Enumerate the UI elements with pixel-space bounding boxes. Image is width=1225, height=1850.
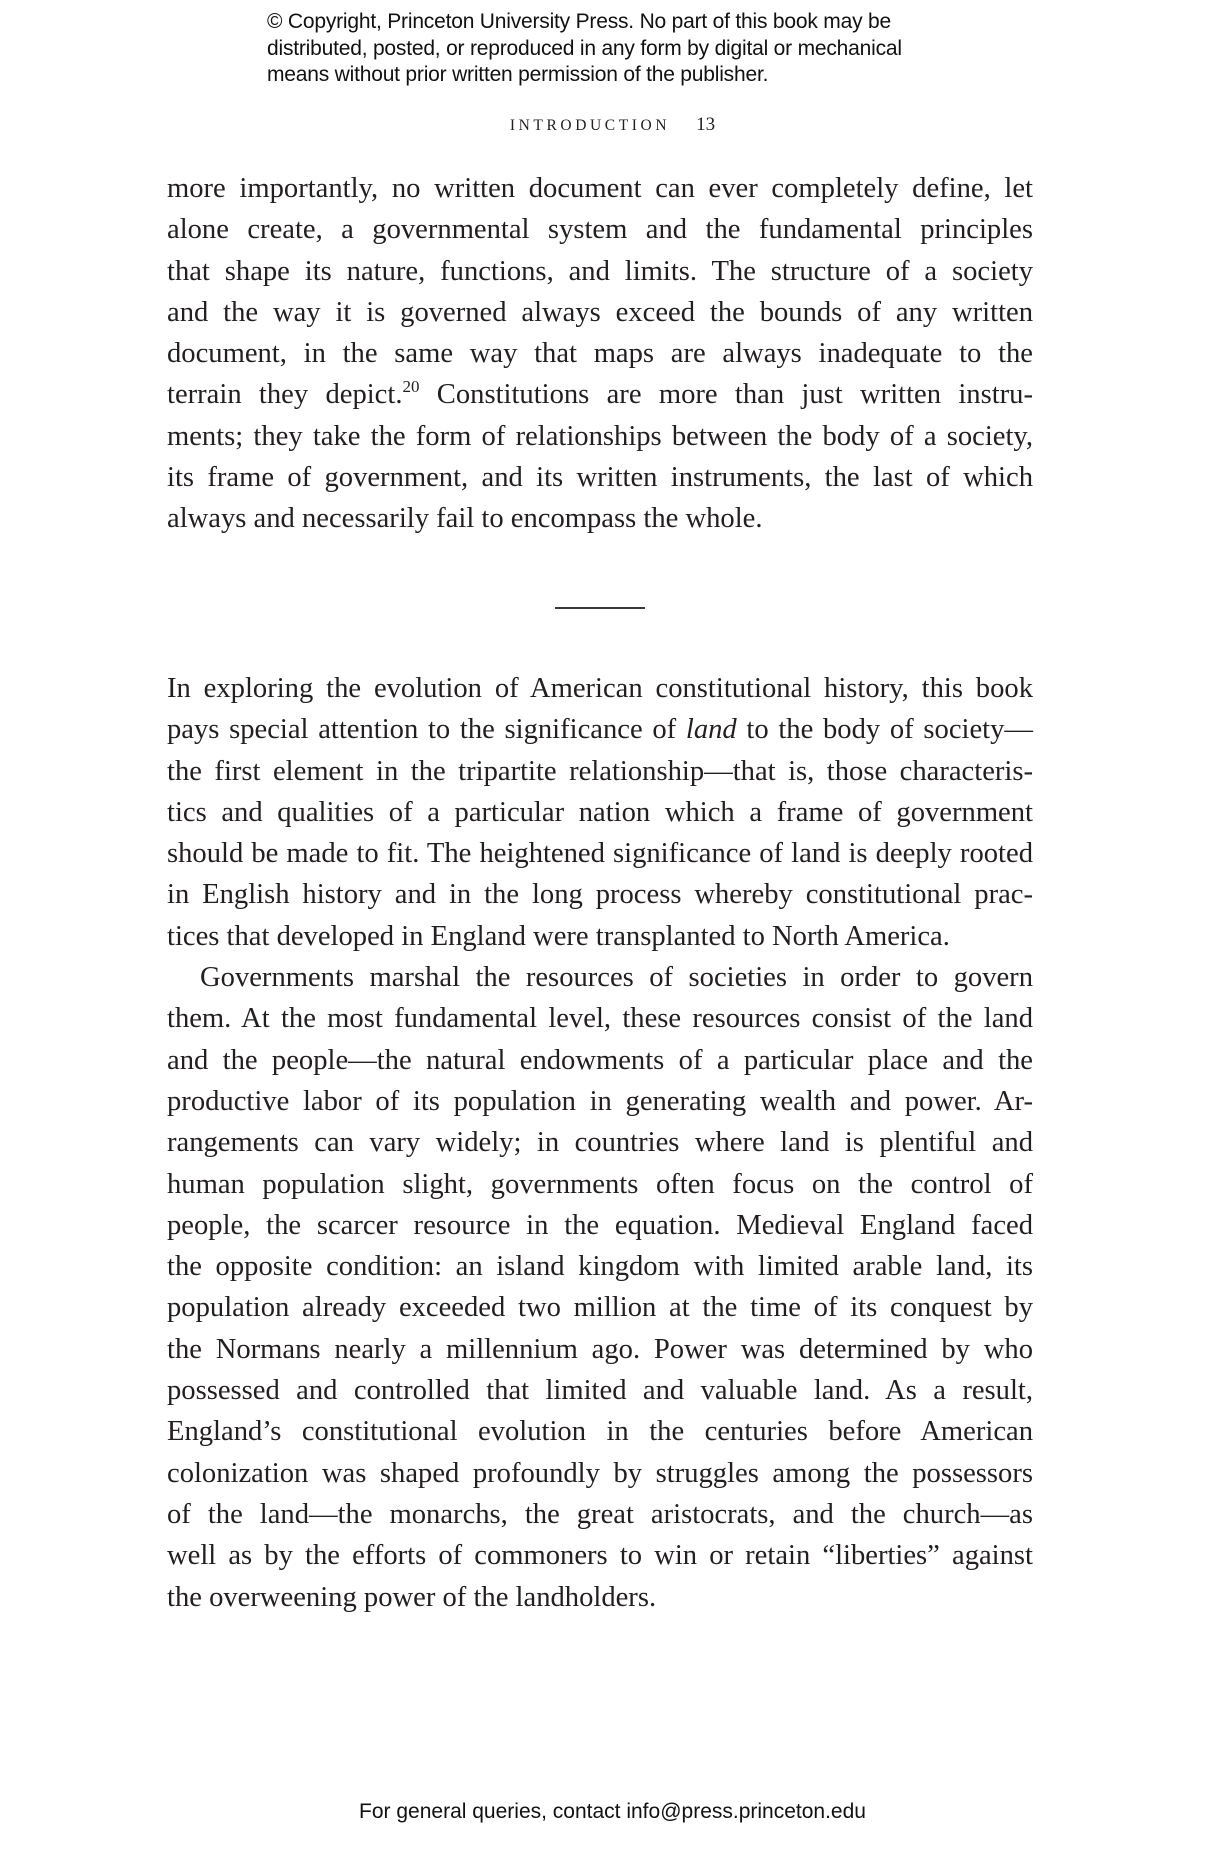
text-line (167, 709, 1033, 750)
text-line: and the way it is governed always exceed the bounds of any written (167, 296, 1033, 328)
section-break-rule (555, 607, 645, 609)
text-line: possessed and controlled that limited and valuable land. As a result, (167, 1375, 1033, 1407)
copyright-line: distributed, posted, or reproduced in any form by digital or mechanical (267, 36, 902, 60)
text-segment: terrain they depict. (167, 379, 403, 411)
footer-text: For general queries, contact info@press.princeton.edu (359, 1800, 866, 1823)
paragraph (167, 668, 1033, 957)
text-line: and the people—the natural endowments of a particular place and the (167, 1044, 1033, 1076)
text-line: document, in the same way that maps are always inadequate to the (167, 338, 1033, 370)
text-line: them. At the most fundamental level, these resources consist of the land (167, 1003, 1033, 1035)
text-line: the opposite condition: an island kingdom with limited arable land, its (167, 1251, 1033, 1283)
text-line: in English history and in the long process whereby constitutional prac- (167, 879, 1033, 911)
footer-contact (0, 1800, 1225, 1824)
running-head-title: INTRODUCTION (509, 117, 671, 134)
text-line: always and necessarily fail to encompass the whole. (167, 503, 763, 535)
text-line: In exploring the evolution of American constitutional history, this book (167, 673, 1033, 704)
text-line: tics and qualities of a particular nation which a frame of government (167, 796, 1033, 828)
text-line: the Normans nearly a millennium ago. Power was determined by who (167, 1333, 1033, 1365)
text-line: people, the scarcer resource in the equation. Medieval England faced (167, 1209, 1033, 1241)
running-head (0, 114, 1225, 136)
text-line: human population slight, governments often focus on the control of (167, 1168, 1033, 1200)
text-line: well as by the efforts of commoners to win or retain “liberties” against (167, 1540, 1033, 1572)
text-segment: Constitutions are more than just written instru- (419, 379, 1033, 411)
text-line: tices that developed in England were transplanted to North America. (167, 920, 950, 952)
text-line: should be made to fit. The heightened significance of land is deeply rooted (167, 838, 1033, 870)
copyright-notice (267, 9, 987, 89)
text-line: of the land—the monarchs, the great aristocrats, and the church—as (167, 1498, 1033, 1530)
text-line: Governments marshal the resources of societies in order to govern (200, 962, 1033, 994)
footnote-reference[interactable]: 20 (402, 377, 420, 397)
text-line (167, 374, 1033, 415)
copyright-line: means without prior written permission of the publisher. (267, 63, 769, 86)
italic-term: land (685, 714, 737, 746)
paragraph (167, 957, 1033, 1618)
text-line: ments; they take the form of relationships between the body of a society, (167, 420, 1033, 452)
text-line: England’s constitutional evolution in the centuries before American (167, 1416, 1033, 1448)
text-line: the overweening power of the landholders. (167, 1581, 657, 1613)
text-segment: to the body of society— (736, 714, 1033, 746)
body-text-section-1 (167, 168, 1033, 540)
text-line: population already exceeded two million at the time of its conquest by (167, 1292, 1033, 1324)
body-text-section-2 (167, 668, 1033, 1618)
text-line: its frame of government, and its written instruments, the last of which (167, 462, 1033, 494)
text-line: more importantly, no written document can ever completely define, let (167, 173, 1033, 204)
text-line: the first element in the tripartite relationship—that is, those characteris- (167, 755, 1033, 787)
page-number: 13 (696, 114, 716, 135)
text-line: colonization was shaped profoundly by struggles among the possessors (167, 1457, 1033, 1489)
text-line: rangements can vary widely; in countries where land is plentiful and (167, 1127, 1033, 1159)
copyright-line: © Copyright, Princeton University Press. No part of this book may be (267, 10, 891, 33)
text-line: that shape its nature, functions, and limits. The structure of a society (167, 255, 1033, 287)
text-line: productive labor of its population in generating wealth and power. Ar- (167, 1085, 1033, 1117)
text-line: alone create, a governmental system and the fundamental principles (167, 214, 1033, 246)
paragraph (167, 168, 1033, 540)
text-segment: pays special attention to the significance of (167, 714, 686, 746)
